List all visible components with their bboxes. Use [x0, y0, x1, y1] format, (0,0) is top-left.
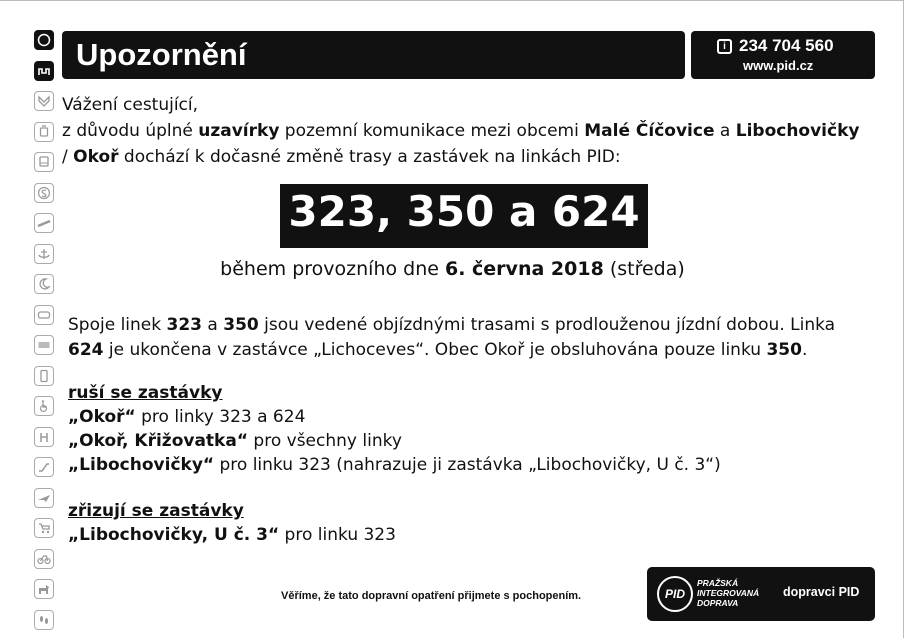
metro-icon	[34, 61, 54, 81]
cancelled-stops-heading: ruší se zastávky	[68, 383, 223, 403]
bus-icon	[34, 152, 54, 172]
affected-lines: 323, 350 a 624	[288, 187, 640, 236]
s-train-icon	[34, 183, 54, 203]
phone-icon	[34, 366, 54, 386]
metro-m-icon	[34, 91, 54, 111]
train-icon	[34, 213, 54, 233]
intro-line-2: z důvodu úplné uzavírky pozemní komunikace mezi obcemi Malé Číčovice a Libochovičky	[62, 121, 860, 141]
phone-number[interactable]	[717, 36, 834, 56]
phone-text: 234 704 560	[739, 36, 834, 55]
dog-icon	[34, 579, 54, 599]
new-stops-heading: zřizují se zastávky	[68, 501, 244, 521]
night-icon	[34, 274, 54, 294]
regional-bus-icon	[34, 305, 54, 325]
transport-icon-column	[32, 30, 56, 640]
list-item: „Libochovičky, U č. 3“ pro linku 323	[68, 525, 396, 545]
validity-date: během provozního dne 6. června 2018 (středa)	[220, 258, 685, 280]
greeting: Vážení cestující,	[62, 95, 199, 115]
info-icon: i	[717, 39, 732, 54]
intro-line-3: / Okoř dochází k dočasné změně trasy a zastávek na linkách PID:	[62, 147, 621, 167]
plane-icon	[34, 488, 54, 508]
website-link[interactable]: www.pid.cz	[743, 58, 814, 73]
intro-text	[62, 92, 882, 170]
pid-logo-icon: PID	[657, 576, 693, 612]
carrier-label: dopravci PID	[783, 585, 860, 599]
stroller-icon	[34, 518, 54, 538]
family-icon	[34, 427, 54, 447]
wheelchair-icon	[34, 396, 54, 416]
contact-box	[691, 31, 875, 79]
walk-icon	[34, 610, 54, 630]
bicycle-icon	[34, 549, 54, 569]
thanks-note: Věříme, že tato dopravní opatření přijmete s pochopením.	[281, 590, 582, 602]
new-stops-section	[68, 499, 396, 547]
pid-logo-icon	[34, 30, 54, 50]
tram-icon	[34, 122, 54, 142]
header-bar	[62, 31, 685, 79]
list-item: „Okoř, Křižovatka“ pro všechny linky	[68, 431, 402, 451]
list-item: „Libochovičky“ pro linku 323 (nahrazuje ji zastávka „Libochovičky, U č. 3“)	[68, 455, 721, 475]
list-item: „Okoř“ pro linky 323 a 624	[68, 407, 306, 427]
page-title: Upozornění	[76, 37, 247, 72]
footer-box	[647, 567, 875, 621]
ticket-icon	[34, 335, 54, 355]
detail-paragraph: Spoje linek 323 a 350 jsou vedené objízdnými trasami s prodlouženou jízdní dobou. Linka 624 je ukončena v zastávce „Lichoceves“. Obec Okoř je obsluhována pouze linku 350.	[68, 315, 836, 360]
escalator-icon	[34, 457, 54, 477]
organization-name: PRAŽSKÁ INTEGROVANÁ DOPRAVA	[697, 578, 760, 608]
ferry-icon	[34, 244, 54, 264]
cancelled-stops-section	[68, 381, 721, 477]
affected-lines-box	[280, 184, 648, 248]
